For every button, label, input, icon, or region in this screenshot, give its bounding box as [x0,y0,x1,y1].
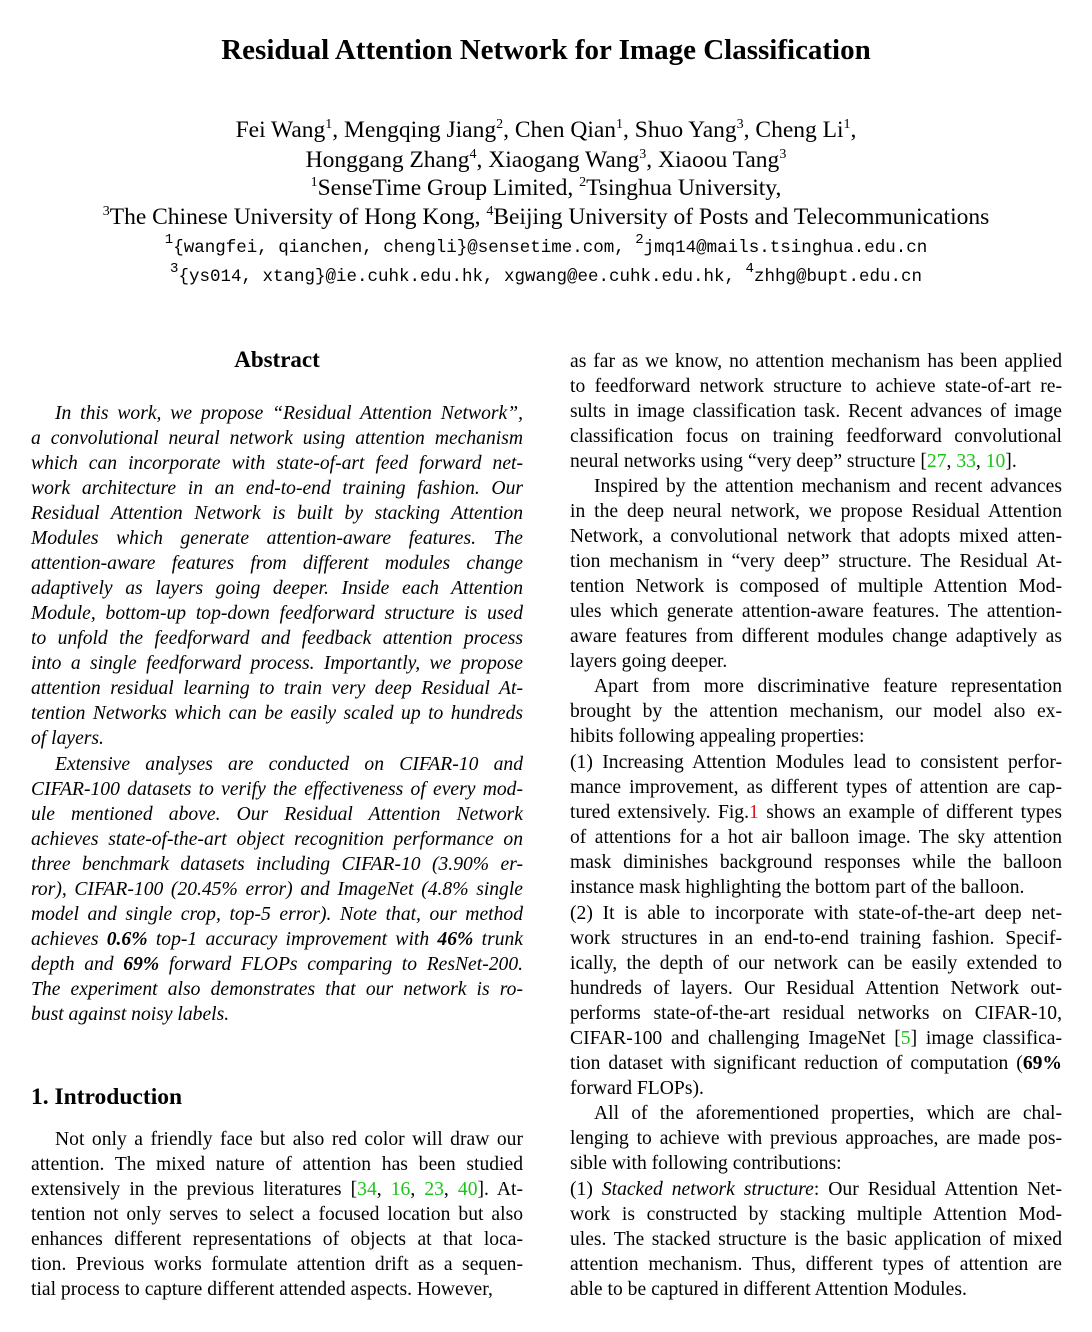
emails-line-1 [0,234,1092,262]
text-span: , [443,1179,458,1200]
text-span: shows an example of different types [758,802,1062,823]
authors-line-2 [0,145,1092,175]
text-line [570,499,1062,524]
text-line [570,1126,1062,1151]
text-span: ule mentioned above. Our Residual Attention Network [31,804,523,825]
affiliation-mark: 4 [469,147,477,162]
text-line [570,1277,1062,1302]
text-line [570,1001,1062,1026]
text-line [570,1026,1062,1051]
text-line [570,424,1062,449]
text-line [570,449,1062,474]
text-line [570,1227,1062,1252]
text-span: as far as we know, no attention mechanism has been applied [570,351,1062,372]
text-span: Extensive analyses are conducted on CIFAR-10 and [55,754,523,775]
email-text: {ys014, xtang}@ie.cuhk.edu.hk, xgwang@ee.cuhk.edu.hk, [178,267,746,287]
text-span: tured extensively. Fig. [570,802,750,823]
text-line [570,1177,1062,1202]
text-span: attention. The mixed nature of attention has been studied [31,1154,523,1175]
email-text: {wangfei, qianchen, chengli}@sensetime.com, [173,238,636,258]
text-span: tention not only serves to select a focused location but also [31,1204,523,1225]
text-line [31,526,523,551]
text-line [31,626,523,651]
text-span: , [975,451,986,472]
affiliation-mark: 1 [843,117,851,132]
text-span: tention Networks which can be easily scaled up to hundreds [31,703,523,724]
text-line [55,401,523,426]
text-line [31,802,523,827]
affiliations-line-1 [0,173,1092,203]
citation-link[interactable]: 27 [926,451,947,472]
text-line [31,927,523,952]
text-span: work structures in an end-to-end training fashion. Specif- [570,928,1062,949]
author-name: Chen Qian [514,117,617,143]
author-separator: , [743,117,756,143]
text-span: 69% [1022,1053,1062,1074]
text-span: , [376,1179,391,1200]
text-span: work is constructed by stacking multiple Attention Mod- [570,1204,1062,1225]
affiliation-mark: 1 [616,117,624,132]
text-line [55,752,523,777]
text-span: depth and [31,954,124,975]
text-span: ] image classifica- [910,1028,1062,1049]
abstract-heading: Abstract [234,347,320,372]
affiliation-mark: 1 [164,232,174,248]
email-text: zhhg@bupt.edu.cn [753,267,922,287]
affiliation-mark: 1 [325,117,333,132]
text-span: mance improvement, as different types of attention are cap- [570,777,1062,798]
author-name: Shuo Yang [634,117,737,143]
text-line [570,951,1062,976]
text-span: performs state-of-the-art residual networks on CIFAR-10, [570,1003,1062,1024]
text-span: ically, the depth of our network can be easily extended to [570,953,1062,974]
text-span: to unfold the feedforward and feedback attention process [31,628,523,649]
text-span: CIFAR-100 and challenging ImageNet [ [570,1028,901,1049]
affiliation-name: Beijing University of Posts and Telecommunications [493,204,990,230]
text-span: 46% [437,929,474,950]
text-span: attention-aware features from different modules change [31,553,523,574]
text-span: The experiment also demonstrates that our network is ro- [31,979,523,1000]
paper-title: Residual Attention Network for Image Classification [221,34,871,66]
text-span: Network, a convolutional network that adopts mixed atten- [570,526,1062,547]
citation-link[interactable]: 5 [900,1028,911,1049]
text-line [31,451,523,476]
text-line [570,549,1062,574]
text-span: mask diminishes background responses while the balloon [570,852,1062,873]
text-line [570,875,1062,900]
text-line [570,750,1062,775]
text-span: : Our Residual Attention Net- [813,1179,1062,1200]
affiliation-mark: 3 [736,117,744,132]
text-line [31,877,523,902]
text-span: enhances different representations of objects at that loca- [31,1229,523,1250]
text-span: to feedforward network structure to achieve state-of-art re- [570,376,1062,397]
text-span: of layers. [31,728,104,749]
author-name: Fei Wang [235,117,326,143]
text-span: of attentions for a hot air balloon image. The sky attention [570,827,1062,848]
text-span: three benchmark datasets including CIFAR-10 (3.90% er- [31,854,523,875]
text-span: able to be captured in different Attention Modules. [570,1279,967,1300]
text-span: Modules which generate attention-aware features. The [31,528,523,549]
text-line [31,1202,523,1227]
text-span: ]. [1005,451,1017,472]
text-line [31,651,523,676]
text-line [570,649,1062,674]
affiliation-mark: 2 [496,117,504,132]
text-span: forward FLOPs comparing to ResNet-200. [159,954,524,975]
text-span: CIFAR-100 datasets to verify the effectiveness of every mod- [31,779,523,800]
text-line [31,852,523,877]
text-span: model and single crop, top-5 error). Note that, our method [31,904,523,925]
text-line [570,574,1062,599]
text-line [31,1002,523,1027]
text-span: a convolutional neural network using attention mechanism [31,428,523,449]
text-line [570,850,1062,875]
text-line [31,701,523,726]
text-line [31,902,523,927]
text-span: tion. Previous works formulate attention drift as a sequen- [31,1254,523,1275]
text-span: in the deep neural network, we propose Residual Attention [570,501,1062,522]
text-span: ]. At- [477,1179,524,1200]
text-line [31,952,523,977]
text-span: tion mechanism in “very deep” structure. The Residual At- [570,551,1062,572]
text-span: adaptively as layers going deeper. Inside each Attention [31,578,523,599]
text-span: achieves [31,929,107,950]
author-separator: , [646,147,659,173]
text-line [31,827,523,852]
affiliation-mark: 3 [639,147,647,162]
text-span: extensively in the previous literatures [ [31,1179,358,1200]
citation-link[interactable]: 34 [357,1179,377,1200]
affiliation-mark: 4 [486,204,494,219]
text-span: neural networks using “very deep” structure [ [570,451,927,472]
text-span: hibits following appealing properties: [570,726,865,747]
text-span: brought by the attention mechanism, our model also ex- [570,701,1062,722]
text-line [570,724,1062,749]
text-span: instance mask highlighting the bottom part of the balloon. [570,877,1025,898]
affiliation-name: SenseTime Group Limited, [317,175,580,201]
affiliation-name: Tsinghua University, [586,175,782,201]
email-text: jmq14@mails.tsinghua.edu.cn [643,238,928,258]
citation-link[interactable]: 16 [390,1179,411,1200]
text-span: (2) It is able to incorporate with state-of-the-art deep net- [570,903,1062,924]
author-name: Honggang Zhang [305,147,470,173]
text-span: In this work, we propose “Residual Attention Network”, [55,403,523,424]
text-span: ules. The stacked structure is the basic application of mixed [570,1229,1062,1250]
text-line [570,825,1062,850]
author-separator: , [623,117,635,143]
text-span: into a single feedforward process. Importantly, we propose [31,653,523,674]
text-span: (1) Increasing Attention Modules lead to consistent perfor- [570,752,1062,773]
text-line [570,349,1062,374]
text-span: classification focus on training feedforward convolutional [570,426,1062,447]
text-line [570,976,1062,1001]
text-span: 0.6% [106,929,148,950]
text-line [570,624,1062,649]
text-span: hundreds of layers. Our Residual Attention Network out- [570,978,1062,999]
text-span: Module, bottom-up top-down feedforward structure is used [31,603,523,624]
text-span: aware features from different modules change adaptively as [570,626,1062,647]
author-name: Mengqing Jiang [344,117,497,143]
text-span: Not only a friendly face but also red color will draw our [55,1129,523,1150]
author-name: Xiaogang Wang [488,147,640,173]
affiliation-name: The Chinese University of Hong Kong, [109,204,487,230]
text-span: Inspired by the attention mechanism and recent advances [594,476,1062,497]
text-line [570,374,1062,399]
text-span: 69% [123,954,160,975]
text-span: ules which generate attention-aware features. The attention- [570,601,1062,622]
text-line [594,474,1062,499]
text-line [55,1127,523,1152]
citation-link[interactable]: 33 [956,451,976,472]
text-span: tention Network is composed of multiple Attention Mod- [570,576,1062,597]
citation-link[interactable]: 40 [457,1179,478,1200]
text-line [31,501,523,526]
text-line [570,775,1062,800]
text-line [31,977,523,1002]
text-span: lenging to achieve with previous approaches, are made pos- [570,1128,1062,1149]
text-span: work architecture in an end-to-end training fashion. Our [31,478,523,499]
text-span: trunk [473,929,523,950]
text-line [31,726,523,751]
text-line [31,551,523,576]
text-line [594,674,1062,699]
text-span: tial process to capture different attended aspects. However, [31,1279,493,1300]
text-span: Residual Attention Network is built by stacking Attention [31,503,523,524]
text-line [31,777,523,802]
text-span: All of the aforementioned properties, which are chal- [594,1103,1062,1124]
text-line [31,1177,523,1202]
affiliation-mark: 2 [635,232,644,248]
text-line [31,1227,523,1252]
text-span: , [410,1179,425,1200]
text-line [570,524,1062,549]
text-line [570,1151,1062,1176]
section-heading-introduction: 1. Introduction [31,1084,183,1110]
citation-link[interactable]: 23 [424,1179,444,1200]
text-span: attention mechanism. Thus, different types of attention are [570,1254,1062,1275]
text-line [594,1101,1062,1126]
text-span: layers going deeper. [570,651,728,672]
text-line [31,576,523,601]
text-span: forward FLOPs). [570,1078,704,1099]
figure-reference-link[interactable]: 1 [749,802,759,823]
affiliation-mark: 3 [170,261,179,277]
author-separator: , [476,147,489,173]
text-line [570,901,1062,926]
text-line [31,476,523,501]
text-span: tion dataset with significant reduction of computation ( [570,1053,1023,1074]
text-line [31,1152,523,1177]
text-line [570,699,1062,724]
text-span: achieves state-of-the-art object recognition performance on [31,829,523,850]
text-line [31,426,523,451]
text-span: ror), CIFAR-100 (20.45% error) and ImageNet (4.8% single [31,879,523,900]
text-line [570,1252,1062,1277]
text-line [570,1076,1062,1101]
text-span: top-1 accuracy improvement with [147,929,438,950]
text-line [31,676,523,701]
text-span: which can incorporate with state-of-art feed forward net- [31,453,523,474]
affiliation-mark: 4 [745,261,754,277]
text-span: (1) [570,1179,602,1200]
author-separator: , [503,117,515,143]
author-separator: , [332,117,345,143]
author-name: Xiaoou Tang [658,147,780,173]
affiliation-mark: 3 [779,147,787,162]
text-line [570,599,1062,624]
text-span: , [946,451,957,472]
text-line [570,399,1062,424]
author-separator: , [850,117,857,143]
text-span: Apart from more discriminative feature representation [594,676,1062,697]
affiliations-line-2 [0,202,1092,232]
text-line [570,926,1062,951]
author-name: Cheng Li [755,117,844,143]
text-span: Stacked network structure [601,1179,814,1200]
text-line [31,601,523,626]
citation-link[interactable]: 10 [985,451,1006,472]
text-span: sults in image classification task. Recent advances of image [570,401,1062,422]
text-line [570,1202,1062,1227]
affiliation-mark: 1 [310,175,318,190]
affiliation-mark: 3 [102,204,110,219]
text-line [31,1277,523,1302]
text-line [570,1051,1062,1076]
text-span: sible with following contributions: [570,1153,842,1174]
text-line [570,800,1062,825]
authors-line-1 [0,115,1092,145]
text-span: bust against noisy labels. [31,1004,230,1025]
text-span: attention residual learning to train very deep Residual At- [31,678,523,699]
affiliation-mark: 2 [579,175,587,190]
emails-line-2 [0,263,1092,291]
text-line [31,1252,523,1277]
